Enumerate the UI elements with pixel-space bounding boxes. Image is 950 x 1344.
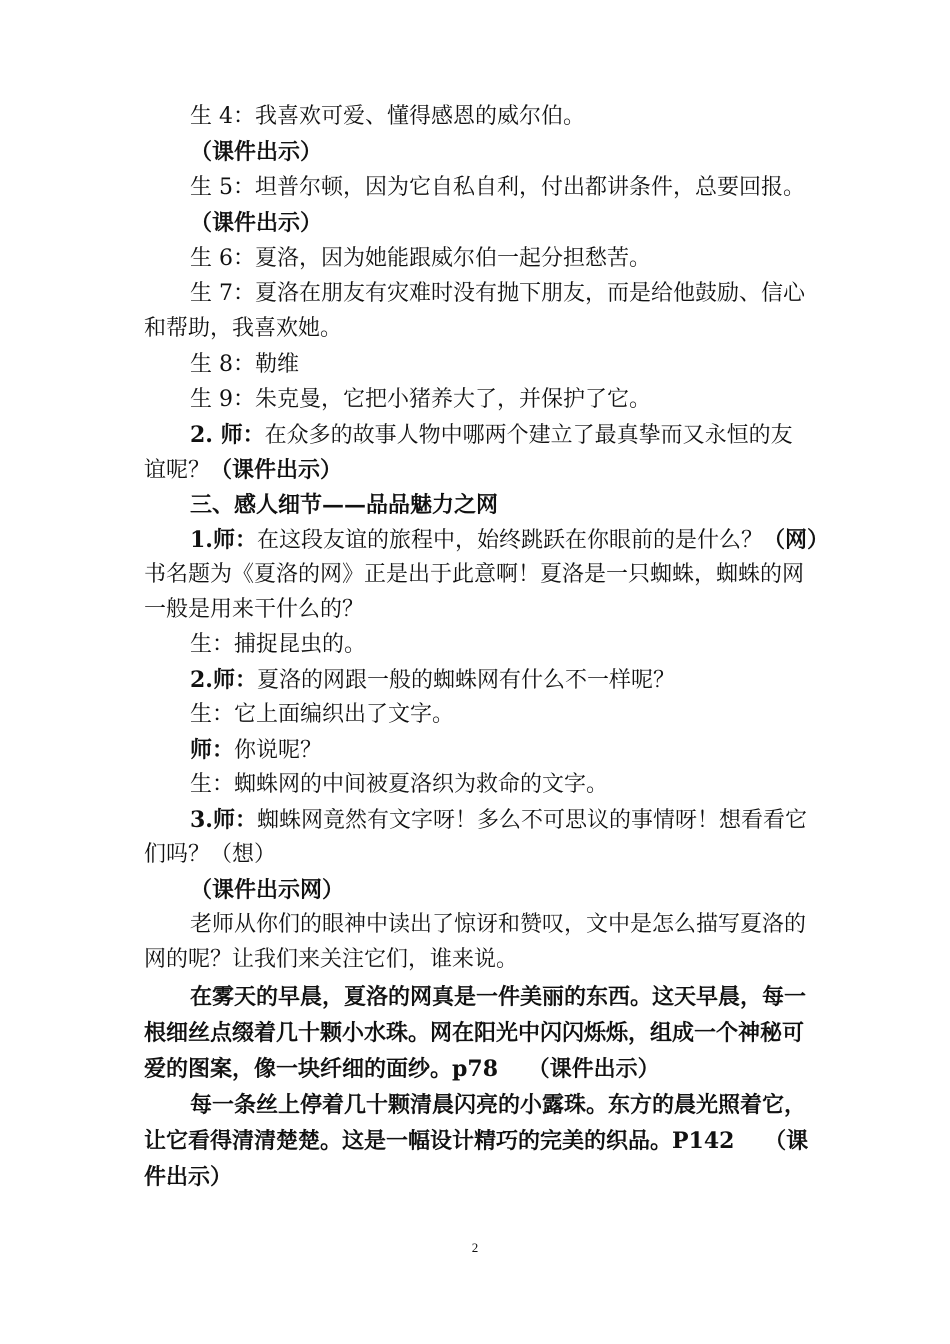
paragraph bbox=[190, 809, 807, 832]
section-heading: 三、感人细节——品品魅力之网 bbox=[190, 492, 499, 518]
speaker-label: 师： bbox=[190, 737, 235, 763]
courseware-note: （课件出示网） bbox=[190, 877, 345, 903]
quoted-passage: 件出示） bbox=[144, 1164, 233, 1190]
page-number: 2 bbox=[471, 1240, 479, 1255]
quoted-passage: 根细丝点缀着几十颗小水珠。网在阳光中闪闪烁烁，组成一个神秘可 bbox=[144, 1020, 805, 1046]
paragraph bbox=[190, 424, 793, 447]
paragraph: （课件出示） bbox=[190, 139, 323, 165]
quoted-passage: 让它看得清清楚楚。这是一幅设计精巧的完美的织品。P142 （课 bbox=[144, 1128, 809, 1154]
paragraph-text: 你说呢？ bbox=[234, 738, 323, 763]
paragraph bbox=[190, 669, 675, 692]
paragraph: 生 4：我喜欢可爱、懂得感恩的威尔伯。 bbox=[190, 104, 585, 129]
quoted-passage: 在雾天的早晨，夏洛的网真是一件美丽的东西。这天早晨，每一 bbox=[190, 984, 807, 1010]
paragraph: 生 6：夏洛，因为她能跟威尔伯一起分担愁苦。 bbox=[190, 246, 651, 271]
paragraph: 一般是用来干什么的？ bbox=[144, 597, 365, 622]
paragraph bbox=[144, 459, 342, 482]
paragraph: 生 7：夏洛在朋友有灾难时没有抛下朋友，而是给他鼓励、信心 bbox=[190, 281, 805, 306]
paragraph: 生：捕捉昆虫的。 bbox=[190, 632, 367, 657]
paragraph bbox=[190, 529, 829, 552]
paragraph: 生：它上面编织出了文字。 bbox=[190, 702, 455, 727]
speaker-label: 2. 师： bbox=[190, 422, 265, 448]
paragraph-text: 夏洛的网跟一般的蜘蛛网有什么不一样呢？ bbox=[256, 668, 675, 693]
paragraph: 生：蜘蛛网的中间被夏洛织为救命的文字。 bbox=[190, 772, 609, 797]
paragraph: 们吗？（想） bbox=[144, 842, 277, 867]
paragraph: 和帮助，我喜欢她。 bbox=[144, 316, 343, 341]
speaker-label: 1.师： bbox=[190, 527, 257, 553]
quoted-passage: 每一条丝上停着几十颗清晨闪亮的小露珠。东方的晨光照着它， bbox=[190, 1092, 807, 1118]
paragraph-text: 在众多的故事人物中哪两个建立了最真挚而又永恒的友 bbox=[264, 423, 793, 448]
paragraph: 生 5：坦普尔顿，因为它自私自利，付出都讲条件，总要回报。 bbox=[190, 175, 805, 200]
paragraph-text: 蜘蛛网竟然有文字呀！多么不可思议的事情呀！想看看它 bbox=[256, 808, 807, 833]
speaker-label: 2.师： bbox=[190, 667, 257, 693]
quoted-passage: 爱的图案，像一块纤细的面纱。p78 （课件出示） bbox=[144, 1056, 660, 1082]
paragraph bbox=[190, 739, 322, 762]
courseware-note: （课件出示） bbox=[210, 457, 343, 483]
paragraph: （课件出示） bbox=[190, 210, 323, 236]
paragraph: 网的呢？让我们来关注它们，谁来说。 bbox=[144, 947, 519, 972]
speaker-label: 3.师： bbox=[190, 807, 257, 833]
paragraph: 老师从你们的眼神中读出了惊讶和赞叹，文中是怎么描写夏洛的 bbox=[190, 912, 807, 937]
paragraph-text: 谊呢？ bbox=[144, 458, 211, 483]
paragraph-text: 在这段友谊的旅程中，始终跳跃在你眼前的是什么？ bbox=[256, 528, 763, 553]
answer-note: （网） bbox=[762, 527, 829, 553]
paragraph: 生 8：勒维 bbox=[190, 352, 299, 377]
paragraph: 书名题为《夏洛的网》正是出于此意啊！夏洛是一只蜘蛛，蜘蛛的网 bbox=[144, 562, 805, 587]
paragraph: 生 9：朱克曼，它把小猪养大了，并保护了它。 bbox=[190, 387, 651, 412]
